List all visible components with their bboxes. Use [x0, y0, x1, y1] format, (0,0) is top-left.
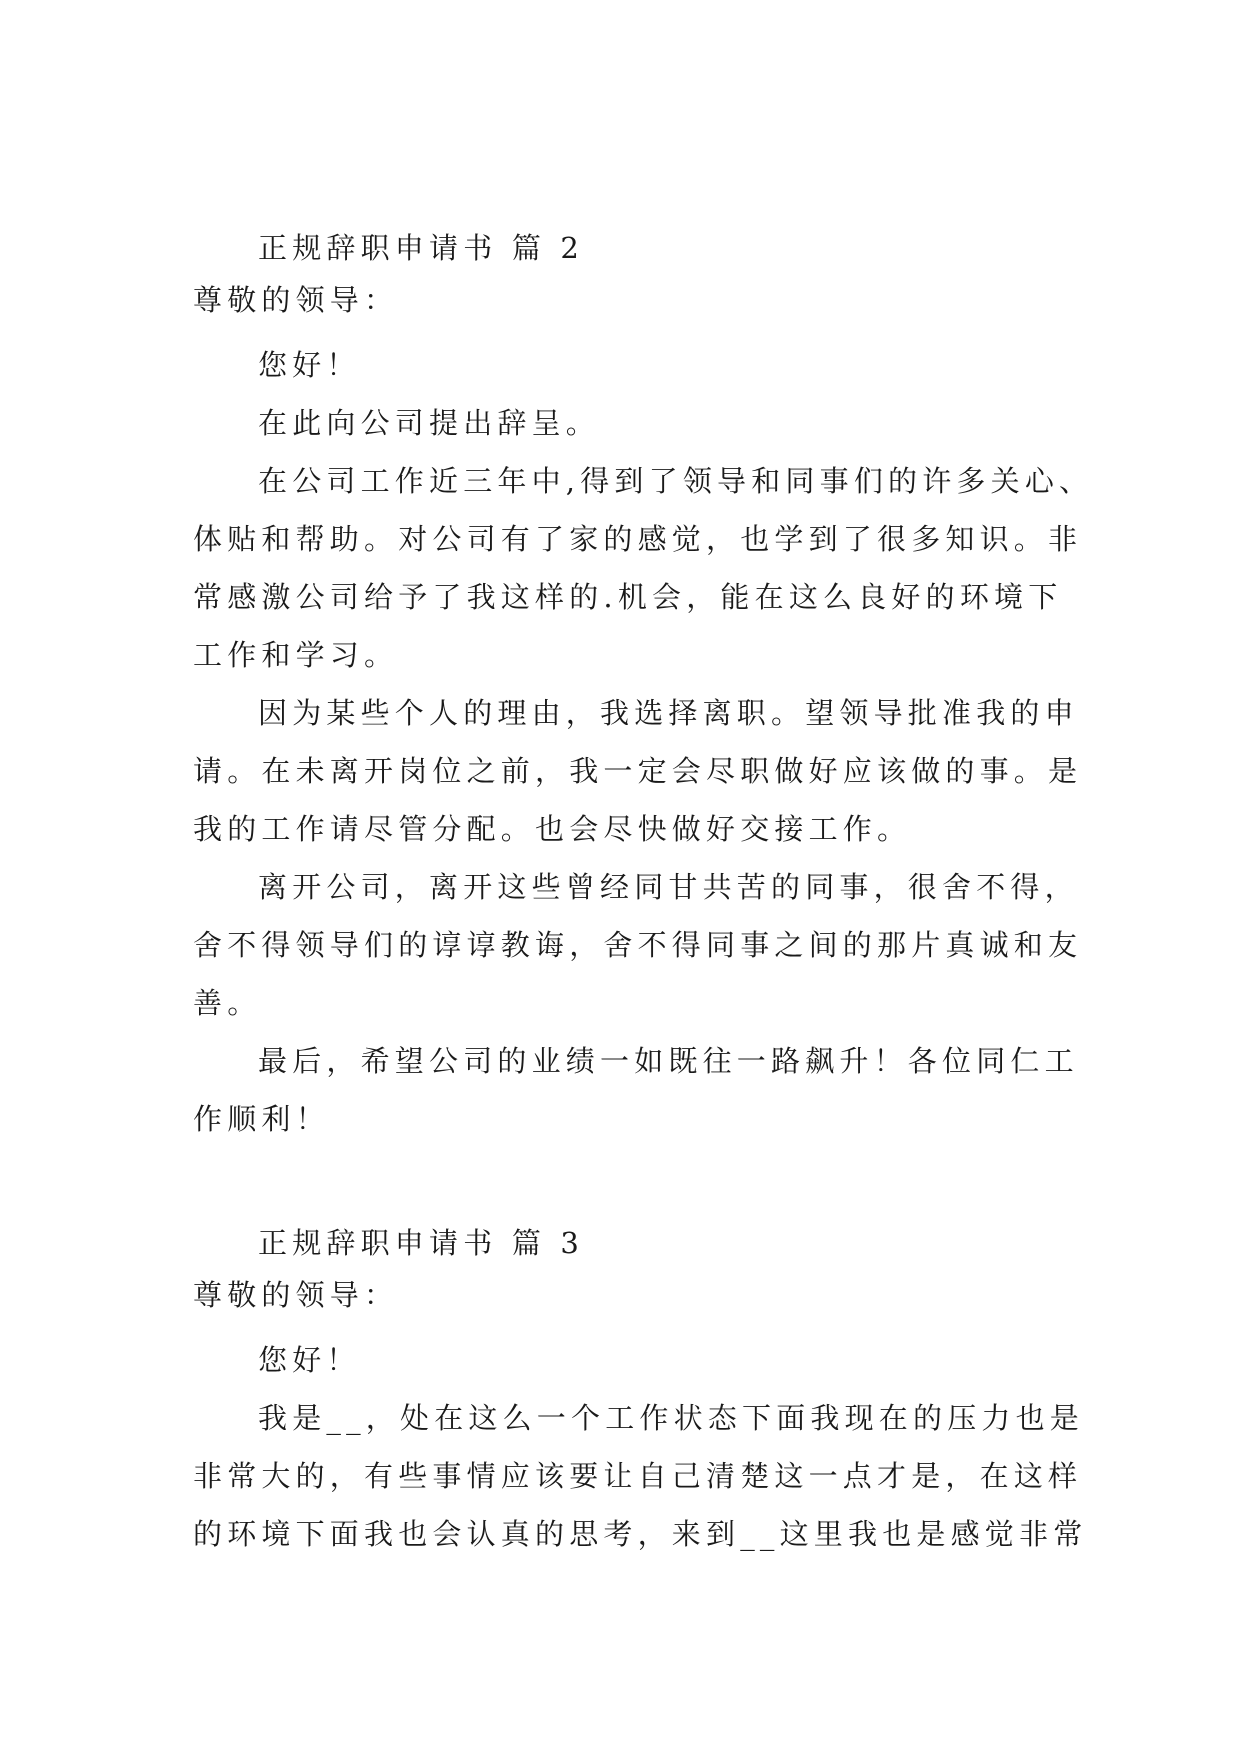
paragraph-line: 非常大的，有些事情应该要让自己清楚这一点才是，在这样 [193, 1459, 1083, 1493]
salutation: 尊敬的领导： [193, 283, 399, 317]
paragraph-line: 请。在未离开岗位之前，我一定会尽职做好应该做的事。是 [193, 754, 1083, 788]
salutation: 尊敬的领导： [193, 1278, 399, 1312]
greeting: 您好！ [258, 348, 361, 382]
paragraph-line: 善。 [193, 986, 262, 1020]
paragraph-line: 在公司工作近三年中,得到了领导和同事们的许多关心、 [258, 464, 1094, 498]
paragraph-line: 我的工作请尽管分配。也会尽快做好交接工作。 [193, 812, 912, 846]
section-title: 正规辞职申请书 篇 2 [258, 231, 585, 265]
paragraph-line: 最后，希望公司的业绩一如既往一路飙升！各位同仁工 [258, 1044, 1079, 1078]
paragraph-line: 作顺利！ [193, 1102, 330, 1136]
paragraph-line: 体贴和帮助。对公司有了家的感觉，也学到了很多知识。非 [193, 522, 1083, 556]
paragraph-line: 常感激公司给予了我这样的.机会，能在这么良好的环境下 [193, 580, 1063, 614]
paragraph-line: 工作和学习。 [193, 638, 399, 672]
paragraph-line: 的环境下面我也会认真的思考，来到__这里我也是感觉非常 [193, 1517, 1088, 1551]
section-title: 正规辞职申请书 篇 3 [258, 1226, 585, 1260]
paragraph-line: 舍不得领导们的谆谆教诲，舍不得同事之间的那片真诚和友 [193, 928, 1083, 962]
paragraph-line: 离开公司，离开这些曾经同甘共苦的同事，很舍不得， [258, 870, 1079, 904]
paragraph-line: 因为某些个人的理由，我选择离职。望领导批准我的申 [258, 696, 1079, 730]
paragraph-line: 在此向公司提出辞呈。 [258, 406, 601, 440]
paragraph-line: 我是__，处在这么一个工作状态下面我现在的压力也是 [258, 1401, 1085, 1435]
greeting: 您好！ [258, 1343, 361, 1377]
